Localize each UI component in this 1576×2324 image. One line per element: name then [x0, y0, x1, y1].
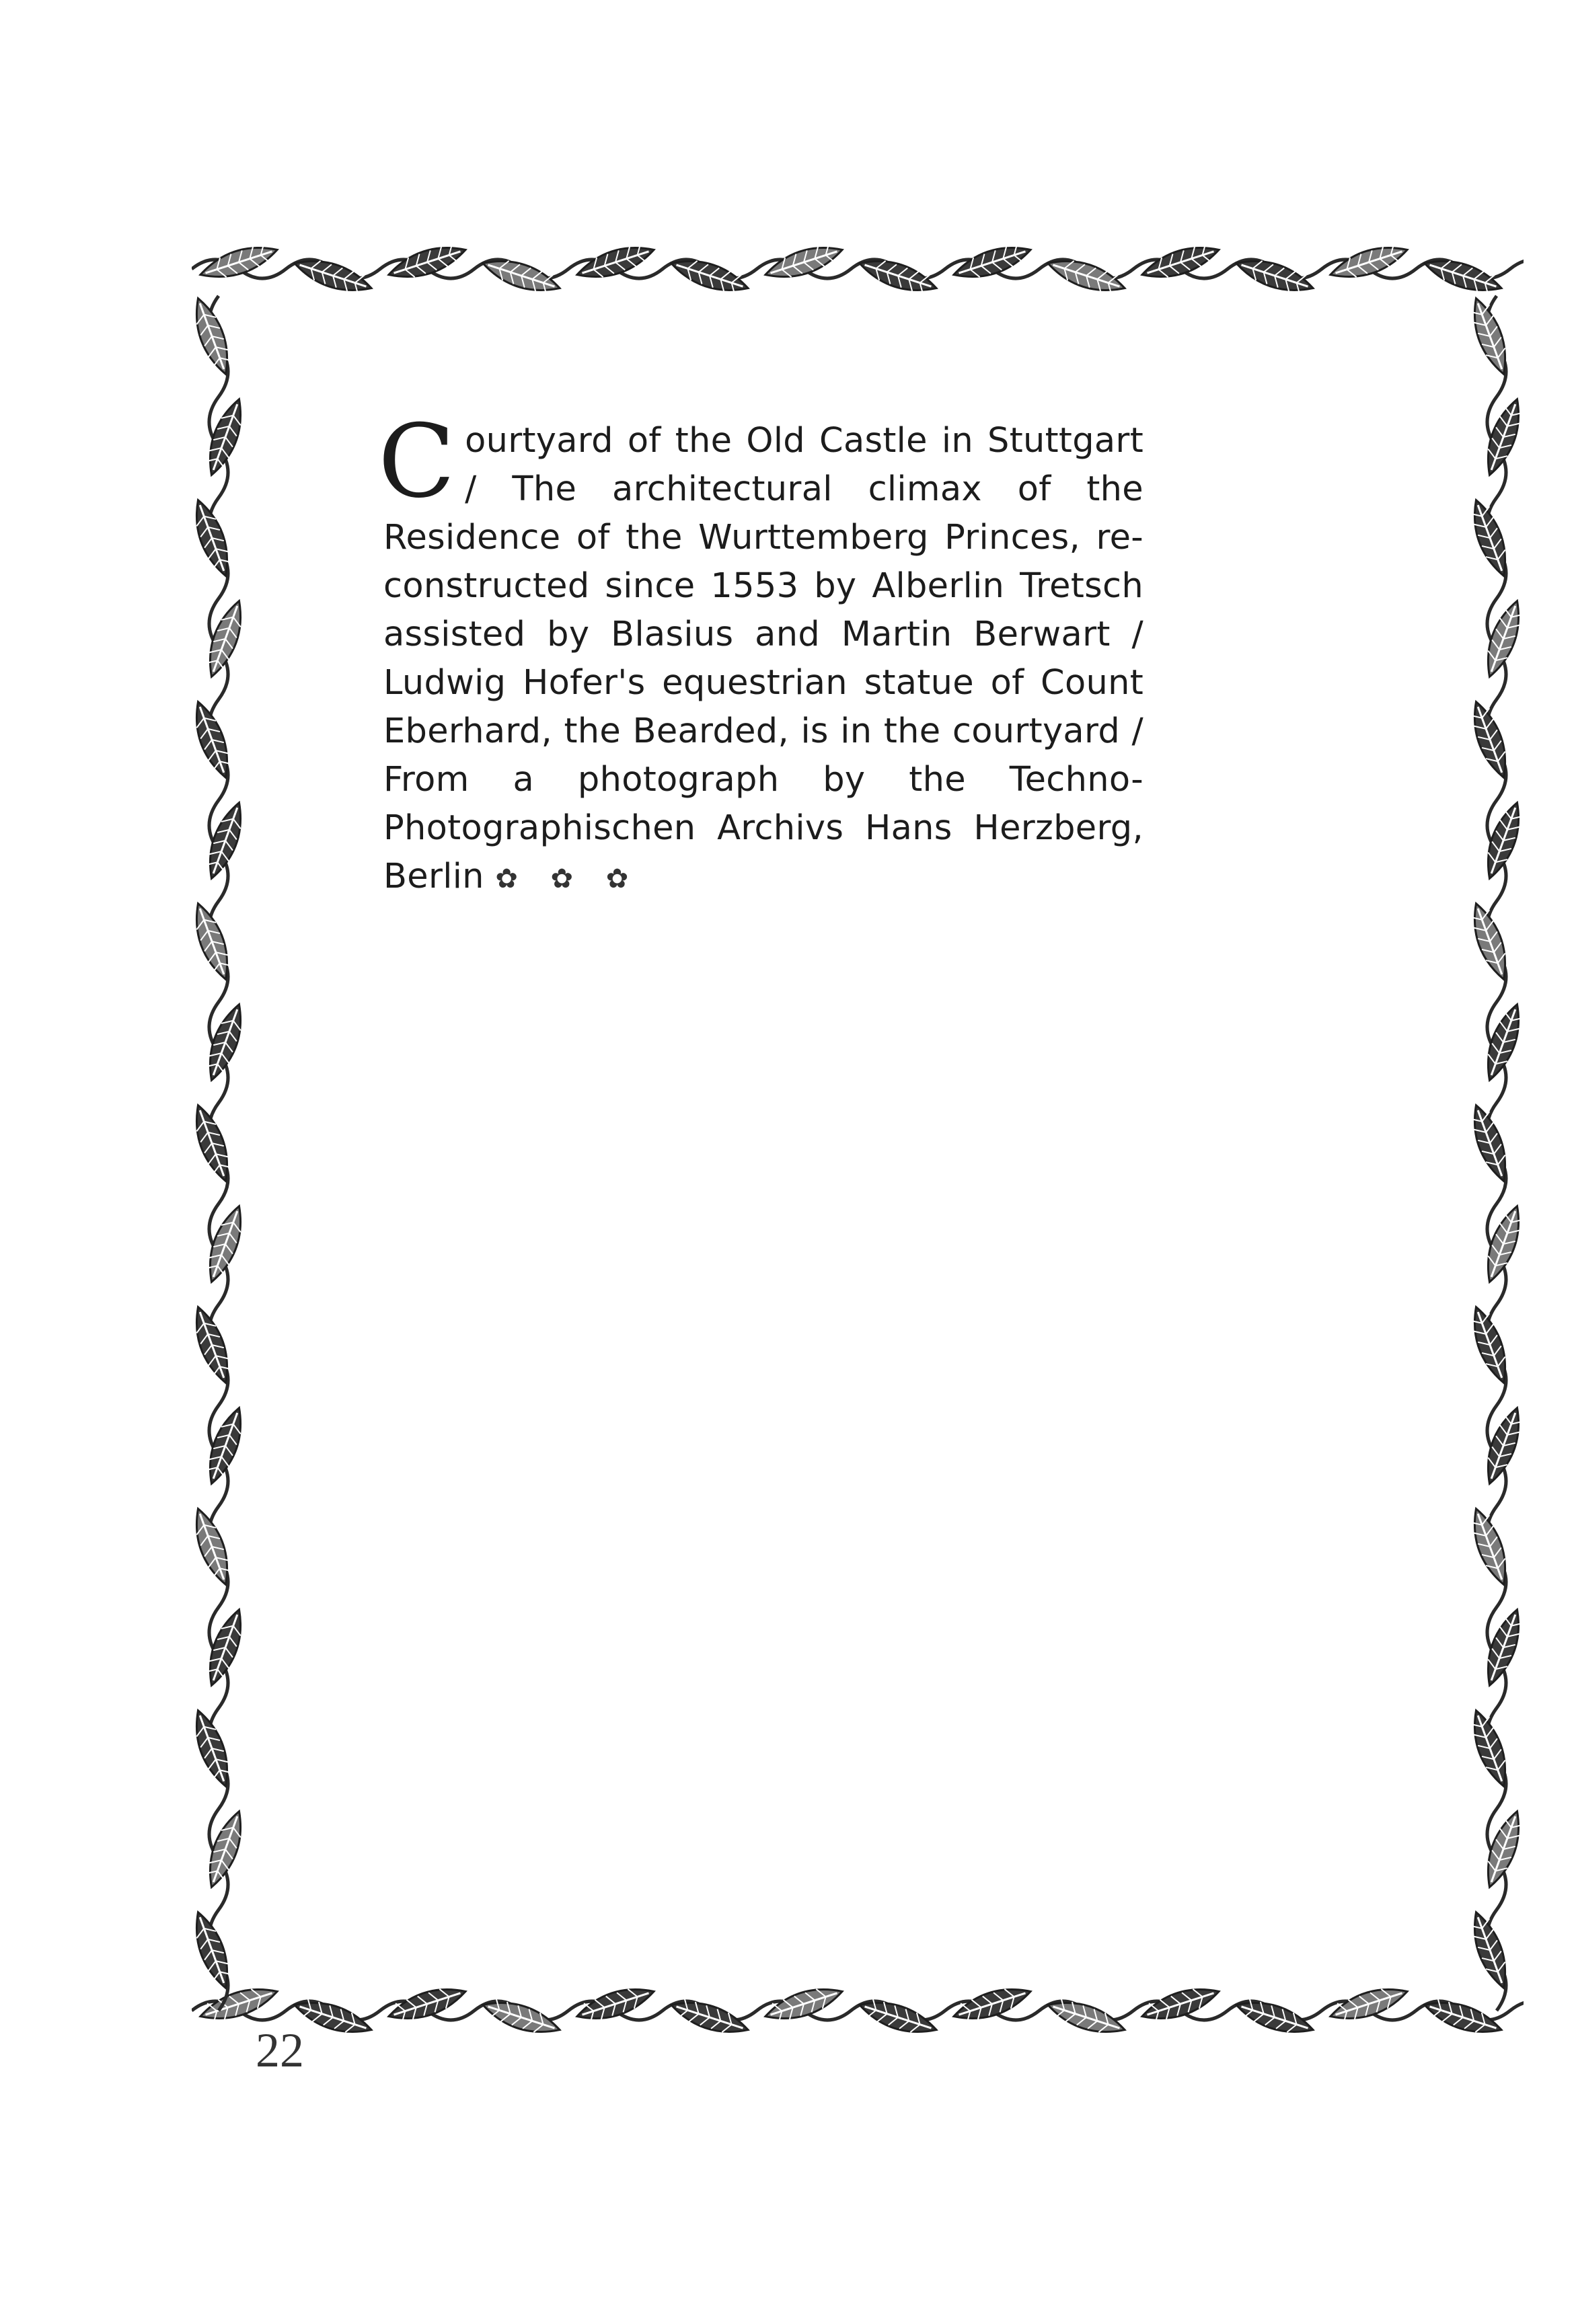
caption-text: ourtyard of the Old Castle in Stuttgart / The architectural climax of the Residence of the Wurttemberg Princes, re-constructed since 1553 by Alberlin Tretsch assisted by Blasius and Martin Berwart / Ludwig Hofer's equestrian statue of Count Eberhard, the Bearded, is in the courtyard / From a photograph by the Techno-Photographischen Archivs Hans Herzberg, Berlin	[383, 421, 1143, 896]
floral-ornament-icon: ✿ ✿ ✿	[495, 863, 641, 894]
drop-cap-initial: C	[378, 403, 456, 520]
plate-caption	[378, 403, 1143, 903]
page-number: 22	[256, 2023, 304, 2077]
